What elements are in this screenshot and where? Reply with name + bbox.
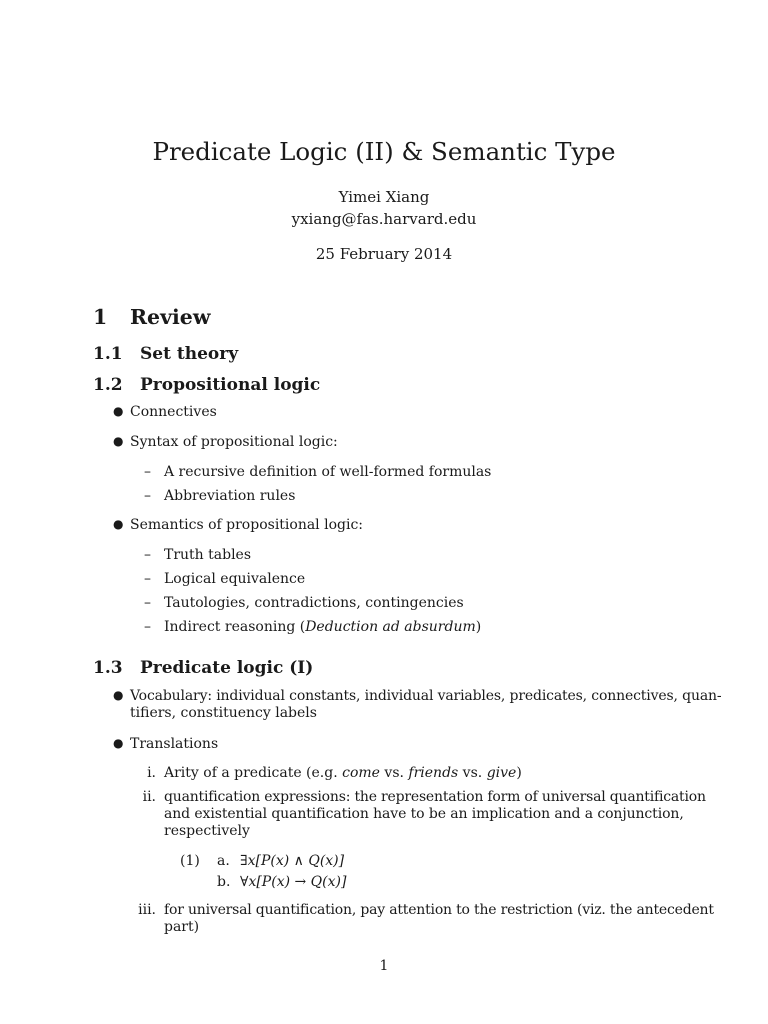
doc-title: Predicate Logic (II) & Semantic Type bbox=[152, 137, 616, 166]
section-1-heading bbox=[93, 305, 210, 329]
subsection-title: Set theory bbox=[140, 344, 239, 364]
dash-icon: – bbox=[144, 464, 151, 480]
doc-email: yxiang@fas.harvard.edu bbox=[291, 210, 477, 228]
bullet-icon: ● bbox=[113, 404, 124, 418]
dash-icon: – bbox=[144, 595, 151, 611]
example-b-formula: ∀x[P(x) → Q(x)] bbox=[240, 874, 347, 890]
subsection-number: 1.1 bbox=[93, 344, 123, 364]
dash-icon: – bbox=[144, 571, 151, 587]
example-number: (1) bbox=[180, 853, 200, 869]
bullet-icon: ● bbox=[113, 517, 124, 531]
section-title: Review bbox=[130, 305, 211, 329]
vocabulary-text: Vocabulary: individual constants, individual variables, predicates, connectives, quan- tifiers, constituency labels bbox=[130, 688, 722, 721]
bullet-icon: ● bbox=[113, 434, 124, 448]
example-b-label: b. bbox=[217, 874, 231, 890]
section-number: 1 bbox=[93, 305, 108, 329]
document-page: Predicate Logic (II) & Semantic Type Yimei Xiang yxiang@fas.harvard.edu 25 February 2014 1 Review 1.1 Set theory 1.2 Propositional logic ● Connectives ● Syntax of propositional logic: – A recursive definition of well-formed formulas – Abbreviation rules ● Semantics of propositional logic: – Truth tables – Logical equivalence – Tautologies, contradictions, contingencies – Indirect reasoning (Deduction ad absurdum) 1.3 Predicate logic (I) ● Vocabulary: individual constants, individual variables, predicates, connectives, quan- tifiers, constituency labels ● Translations i. Arity of a predicate (e.g. come vs. friends vs. give) ii. quantification expressions: the representation form of universal quantification and existential quantification have to be an implication and a conjunction, respectively (1) a. ∃x[P(x) ∧ Q(x)] b. ∀x[P(x) → Q(x)] iii. for universal quantification, pay attention to the restriction (viz. the antecedent part) 1 bbox=[0, 0, 768, 1024]
bullet-icon: ● bbox=[113, 688, 124, 702]
enum-item-i: Arity of a predicate (e.g. come vs. friends vs. give) bbox=[164, 765, 522, 781]
enum-item-ii: quantification expressions: the representation form of universal quantification and existential quantification have to be an implication and a conjunction, respectively bbox=[164, 789, 706, 839]
subsection-number: 1.3 bbox=[93, 658, 123, 678]
subsection-number: 1.2 bbox=[93, 375, 123, 395]
page-number: 1 bbox=[379, 958, 389, 974]
subsection-1-1-heading bbox=[93, 344, 238, 364]
dash-icon: – bbox=[144, 619, 151, 635]
example-a-label: a. bbox=[217, 853, 230, 869]
dash-icon: – bbox=[144, 547, 151, 563]
subsection-title: Propositional logic bbox=[140, 375, 321, 395]
doc-date: 25 February 2014 bbox=[315, 245, 453, 263]
subsection-title: Predicate logic (I) bbox=[140, 658, 314, 678]
bullet-icon: ● bbox=[113, 736, 124, 750]
dash-icon: – bbox=[144, 488, 151, 504]
enum-item-iii: for universal quantification, pay attention to the restriction (viz. the antecedent part) bbox=[164, 902, 714, 935]
doc-author: Yimei Xiang bbox=[338, 188, 430, 206]
example-a-formula: ∃x[P(x) ∧ Q(x)] bbox=[240, 853, 345, 869]
subsection-1-3-heading bbox=[93, 658, 313, 678]
subsection-1-2-heading bbox=[93, 375, 320, 395]
